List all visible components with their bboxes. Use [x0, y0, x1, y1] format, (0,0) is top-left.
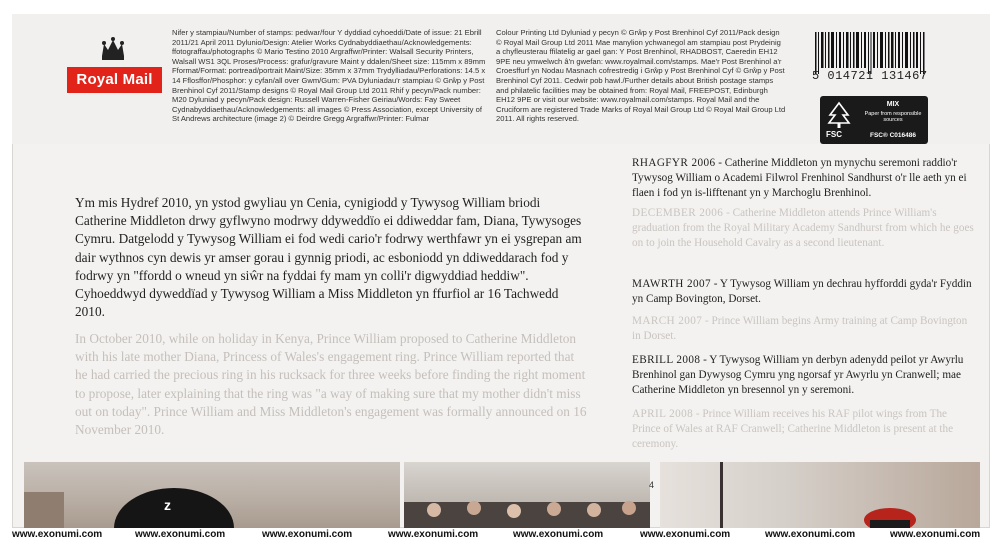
guards-photo [660, 462, 980, 528]
timeline-text: - Prince William begins Army training at Camp Bovington in Dorset. [632, 315, 968, 342]
barcode [815, 32, 927, 74]
fsc-mix: MIX [886, 101, 900, 108]
imprint-column-1: Nifer y stampiau/Number of stamps: pedwar/four Y dyddiad cyhoeddi/Date of issue: 21 Ebrill 2011/21 April 2011 Dylunio/Design: Atelier Works Cydnabyddiaethau/Acknowledgements: ffotograffau/photographs © Mario Testino 2010 Argraffwr/Printer: Walsall Security Printers, Walsall WS1 3QL Proses/Process: grafur/gravure Maint y ddalen/Sheet size: 115mm x 89mm Fformat/Format: portread/portrait Maint/Size: 35mm x 37mm Trydylliadau/Perforations: 14.5 x 14 Fflosffor/Phosphor: y cyfan/all over Gwm/Gum: PVA Dyluniadau'r stampiau © Grŵp y Post Brenhinol Cyf 2011/Stamp designs © Royal Mail Group Ltd 2011 Rhif y pecyn/Pack number: M20 Dyluniad y pecyn/Pack design: Russell Warren-Fisher Geiriau/Words: Fay Sweet Cydnabyddiaethau/Acknowledgements: all images © Press Association, except University of St Andrews architecture (image 2) © Deirdre Gregg Argraffwr/Printer: Fulmar [172, 28, 486, 124]
timeline-entry [632, 206, 977, 251]
watermark-text: www.exonumi.com [12, 529, 103, 540]
presentation-pack-back [12, 14, 990, 528]
timeline-entry [632, 407, 977, 452]
timeline-entry [632, 353, 977, 398]
watermark-text: www.exonumi.com [262, 529, 353, 540]
svg-text:z: z [164, 497, 171, 513]
timeline-text: - Y Tywysog William yn derbyn adenydd peilot yr Awyrlu Brenhinol gan Dywysog Cymru yng ngorsaf yr Awyrlu yn Cranwell; mae Catherine Middleton yn bresennol yn y seremoni. [632, 354, 964, 396]
timeline-text: - Catherine Middleton attends Prince William's graduation from the Royal Military Academy Sandhurst from which he goes on to join the Household Cavalry as a second lieutenant. [632, 207, 974, 249]
page-number: 4 [649, 480, 655, 490]
crown-icon [99, 36, 127, 62]
body-text-welsh: Ym mis Hydref 2010, yn ystod gwyliau yn Cenia, cynigiodd y Tywysog William briodi Catherine Middleton drwy gyflwyno modrwy ddyweddïo ei ddiweddar fam, Diana, Tywysoges Cymru. Datgelodd y Tywysog William ei fod wedi cario'r fodrwy werthfawr yn ei ysgrepan am dair wythnos cyn dewis yr amser gorau i gynnig priodi, ac esboniodd yn ddiweddarach fod y fodrwy yn "ffordd o wneud yn siŵr na fyddai fy mam yn colli'r digwyddiad heddiw". Cyhoeddwyd dyweddïad y Tywysog William a Miss Middleton yn ffurfiol ar 16 Tachwedd 2010. [75, 195, 582, 320]
timeline-date: APRIL 2008 [632, 408, 694, 420]
timeline-date: MARCH 2007 [632, 315, 703, 327]
timeline-text: - Prince William receives his RAF pilot wings from The Prince of Wales at RAF Cranwell; Catherine Middleton is present at the ceremony. [632, 408, 954, 450]
imprint-column-2: Colour Printing Ltd Dyluniad y pecyn © Grŵp y Post Brenhinol Cyf 2011/Pack design © Royal Mail Group Ltd 2011 Mae manylion ychwanegol am stampiau post Prydeinig a chyfleusterau ffilatelig ar gael gan: Y Post Brenhinol, RHADBOST, Caeredin EH12 9PE neu ymwelwch â'n gwefan: www.royalmail.com/stamps. Mae'r Post Brenhinol a'r Croesffurf yn Nodau Masnach cofrestredig i Grŵp y Post Brenhinol Cyf © Grŵp y Post Brenhinol Cyf 2011. Cedwir pob hawl./Further details about British postage stamps and philatelic facilities may be obtained from: Royal Mail, FREEPOST, Edinburgh EH12 9PE or visit our website: www.royalmail.com/stamps. Royal Mail and the Cruciform are registered Trade Marks of Royal Mail Group Ltd © Royal Mail Group Ltd 2011. All rights reserved. [496, 28, 786, 124]
fsc-tree-icon [826, 101, 852, 129]
watermark-text: www.exonumi.com [513, 529, 604, 540]
watermark-text: www.exonumi.com [135, 529, 226, 540]
fsc-subtitle: Paper from responsible sources [864, 111, 922, 124]
crowd-photo [404, 462, 650, 528]
timeline-date: DECEMBER 2006 [632, 207, 724, 219]
royal-mail-wordmark: Royal Mail [67, 67, 162, 93]
fsc-code: FSC® C016486 [870, 132, 916, 139]
timeline-date: RHAGFYR 2006 [632, 157, 716, 169]
watermark-text: www.exonumi.com [640, 529, 731, 540]
watermark-text: www.exonumi.com [765, 529, 856, 540]
timeline-entry [632, 277, 977, 307]
timeline-text: - Catherine Middleton yn mynychu seremoni raddio'r Tywysog William o Academi Filwrol Frenhinol Sandhurst o'r lle aeth yn ei flaen i fod yn is-lifftenant yn y Marchoglu Brenhinol. [632, 157, 967, 199]
body-text-english: In October 2010, while on holiday in Kenya, Prince William proposed to Catherine Middleton with his late mother Diana, Princess of Wales's engagement ring. Prince William reported that he had carried the precious ring in his rucksack for three weeks before finding the right moment to propose, later explaining that the ring was "a way of making sure that my mother didn't miss out on today". Prince William and Miss Middleton's engagement was formally announced on 16 November 2010. [75, 331, 587, 438]
timeline-entry [632, 314, 977, 344]
timeline-entry [632, 156, 977, 201]
timeline-date: EBRILL 2008 [632, 354, 701, 366]
watermark-text: www.exonumi.com [890, 529, 981, 540]
royal-mail-logo [67, 32, 162, 112]
barcode-number: 5 014721 131467 [812, 69, 928, 83]
watermark-text: www.exonumi.com [388, 529, 479, 540]
photo-strip-3 [660, 462, 980, 528]
photo-strip-2 [404, 462, 650, 528]
photo-strip-1 [24, 462, 400, 528]
fsc-mix-label [820, 96, 928, 144]
timeline-date: MAWRTH 2007 [632, 278, 711, 290]
fsc-label: FSC [826, 130, 842, 139]
cap-photo [24, 462, 400, 528]
timeline-text: - Y Tywysog William yn dechrau hyfforddi gyda'r Fyddin yn Camp Bovington, Dorset. [632, 278, 972, 305]
